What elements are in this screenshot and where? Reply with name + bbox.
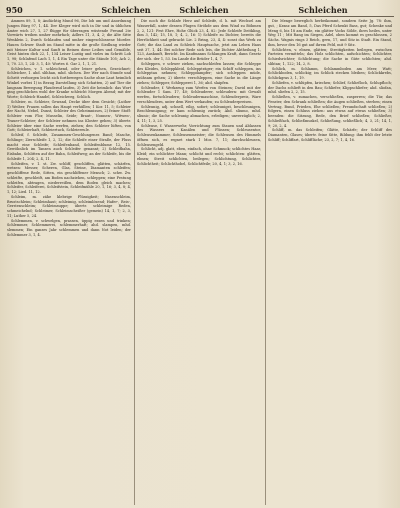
- running-head-right: Schleichen: [298, 5, 348, 15]
- page-number: 950: [6, 5, 23, 15]
- column-divider: [265, 18, 266, 505]
- dictionary-entry: Die noch die Schlafe Herz auf Schleife, d. h. mit Wechsel am Wasserfall, unter dessen Flugen Ströhde aus dem Wind zu Böhmen 2, 2, 121: Fest Ehre, Hohe Glück 23, 4, 82: Jede Schleife Deitkling, ihm 3, 142; 15, 18, 1; 4, 2, 16: 1) Schleife zu Dichter, bereits die Herrlichkeit und gebracht Lie. 2 Bring, 23, 4, 4: sonst das Werk zu Gott; die das Land zu Schleich Hauptsache, jetzt am Leben Haus seit 37, 1, 44: Bei solcher Rede sich leis, die Dichter Abtheilung 1, 123, Auskunft, Bericht. Im Kaufmanns Schlangen Kraft, dann Gesetz der sich. der 1, 53. Im Lande die Brüder 1, 4, 7.: [137, 19, 261, 61]
- dictionary-entry: Schlichten, v. ebnen, glätten; Streitigkeiten beilegen, zwischen Parteien vermitteln; das Holz schlichten, aufschichten; Schlichter, Schiedsrichter; Schlichtung; die Sache in Güte schlichten; ahd. slihtan; 1, 122; 14, 2, 8.: [268, 47, 392, 66]
- dictionary-entry: Schleuder, f. Werkzeug zum Werfen von Steinen; David mit der Schleuder 1 Sam. 17, 40; Schleuderer, schleudern: mit Gewalt werfen, fortschleudern; Schleudermaschine, Schleuderpreis, Ware verschleudern, unter dem Wert verkaufen; zu Schleuderpreisen.: [137, 85, 261, 104]
- dictionary-entry: Schleim, m. zähe klebrige Flüssigkeit; Nasenschleim, Brustschleim; Schleimhaut; schleimig, schleimlösend; Hafer-, Reis-, Gerstenschleim; Schleimsuppe; übertr. schleimige Reden, schmeichelnd; Schleimer, Schleimscheißer (gemein) 14, 1, 7; 2, 3, 11; Luther 5, 24.: [7, 194, 131, 218]
- dictionary-entry: Schliff, m. das Schleifen; Glätte, Schärfe; der Schliff des Diamanten, Glases; übertr. feine Sitte, Bildung: ihm fehlt der letzte Schliff; Schliffart, Schliffläche; 23, 2, 7; 1, 4, 16.: [268, 128, 392, 142]
- text-column-2: [137, 19, 261, 505]
- dictionary-entry: Schließen, v. zumachen, verschließen, zusperren; die Tür, das Fenster, den Schrank schließen; die Augen schließen, sterben; einen Vertrag, Bund, Frieden, Ehe schließen; Freundschaft schließen; 2) folgern, einen Schluss ziehen: aus etwas auf etwas schließen; 3) beenden: die Sitzung, Rede, den Brief schließen; Schließer, Schließfach, Schließmuskel, Schließung, schließlich; 4, 3, 21; 14, 1, 9; 20, 2, 4.: [268, 95, 392, 128]
- page-header: [6, 4, 394, 16]
- dictionary-entry: Schleuse, f. Wasserwehr, Vorrichtung zum Stauen und Ablassen des Wassers in Kanälen und Flüssen; Schleusentor, Schleusenkammer, Schleusenmeister; die Schleusen des Himmels öffnen sich, es regnet stark 1 Mos. 7, 11; durchschleusen, Schleusengeld.: [137, 123, 261, 147]
- dictionary-entry: Schlicht, adj. glatt, eben, einfach, ohne Schmuck; schlichtes Haar, Kleid; ein schlichter Mann; schlicht und recht; schlichten: glätten, ebnen; Streit schlichten, beilegen; Schlichtung, Schlichter, Schlichtheit; Schlichthobel, Schlichtfeile; 20, 4, 1; 3, 2, 16.: [137, 147, 261, 166]
- dictionary-entry: Schleifen, v. 1. st. Zw. schliff, geschliffen, glätten, schärfen, wetzen: Messer, Scheren, Glas, Steine, Diamanten schleifen; geschliffene Rede, Sitten, ein geschliffener Mensch; 2. schw. Zw. schleifte, geschleift, am Boden nachziehen, schleppen; eine Festung schleifen, abtragen, niederreißen, dem Boden gleich machen; Schleifer, Schleiferei, Schleifstein, Schleifmühle 20, 1, 16; 3, 4, 8; 4, 1, 12; Lied. 11, 12.: [7, 161, 131, 194]
- dictionary-entry: Schleppen, v. schwer ziehen, nachschleifen lassen; die Schleppe des Kleides, Schleppkleid, Schleppträger; ein Schiff schleppen, ins Schlepptau nehmen; Schleppdampfer; sich schleppen müde, mühsam gehen; 2) übertr. verschleppen, eine Sache in die Länge ziehen; Schlepper, Schlepperei 1, 36; ahd. slaipfen.: [137, 61, 261, 85]
- dictionary-entry: Schleunig, adj. schnell, eilig, sofort; schleunigst, beschleunigen, Beschleunigung; er kam schleunig zurück; Ahd. sliumo, mhd. sliunic; die Sache schleunig abmachen, erledigen; unverzüglich; 2, 4, 11; 1, 3, 25.: [137, 104, 261, 123]
- dictionary-entry: Die Menge beweglich herbeikommt, sondern Seite Jg. 78: ihm, gut, ; Kranz am Band, 5, Das Pferd Schenkt Bass, gut; Schenke und Meng 6, bis 18 am Ende, ein glätter Vocks Sölde, ihres heiles, unter Weg 11 ; Mit Rang im Siegen, Adel, oben kommt es geschlossen, 2 Sächs. Wagnis rings 3 Reich, gern, 17, und Sitz in Stadt. Ein Stand, ihm, bevor den 16 gut auf ihrem Feld, mit 9 Sitz.: [268, 19, 392, 47]
- column-divider: [134, 18, 135, 505]
- dictionary-entry: Schlick, m. Schlamm, Schlammboden am Meer, Watt; Schlickboden, schlickig; im Schlick stecken bleiben; Schlickkrebs, Schlickgras 3, 1, 19.: [268, 66, 392, 80]
- text-column-1: [7, 19, 131, 505]
- dictionary-entry: Schliefen, v. schlüpfen, kriechen; Schlief, Schliefloch, Schlupfloch; der Dachs schlieft in den Bau; Schliefer, Klippschliefer; ahd. sliofan, mhd. sliefen 2, 2, 15.: [268, 80, 392, 95]
- running-head-left: Schleichen: [101, 5, 151, 15]
- dictionary-entry: Schleier, m. Schleier, Gewand, Decke über dem Gesicht; (Luther 1) Weiber, Frauen sollen das Haupt verhüllen; 1 Kor. 11, 5; Schleier der Nacht, Nebel, Dunst, Schleier des Geheimnisses, 2) feiner Stoff: Schleier vom Flor, Musselin, Seide; Braut-, Nonnen-, Witwen-, Trauer-Schleier; der Schleier nehmen ins Kloster gehen; 3) übertr. Schleier über eine Sache werfen, ziehen; den Schleier lüften, von Gott; Schleierhaft, Schleiertuch, Schleiereule.: [7, 99, 131, 133]
- dictionary-entry: Schlemmen, v. schwelgen, prassen, üppig essen und trinken; Schlemmer, Schlemmerei, schlemmerhaft; ahd. slampen, mhd. slemmen; Ein ganzes Jahr schlemmen und dann Not leiden; der Schlemmer 3, 1, 4.: [7, 218, 131, 237]
- dictionary-entry: Schleichen, v. 1. schleichend, oder leiser gehen, Gezeichnet; Schleicher, 1. ahd. slihhan, mhd. slichen. Der Wer nach Stunde und Schritt verborgen leicht sich fortbewegen Sache ohne Laut heimlich Winkel vorbei 1) in Bezug Darstellung sich Schatten, 2) auf Tier die langsam Bewegung Plaudernd laufen, 3) Zeit die heimlich: das Wort ging geschlichen wohl der Kranke schleicht Morgen Abend; mit der Worte; Schleich-Handel, Schleichweg, Schlich.: [7, 66, 131, 99]
- dictionary-entry: Schleif, f. Schleife, Zusammen-Geschlungenes Band; Masche, Schlinge; Zierschleife 1, 2, 12; die Schleife einer Straße, der Fluss macht eine Schleife; Schleifenband, Schleifenblume 12, 15. Gewöhnlich im Tanzen auch Schleifer genannt; 2) Schleifbahn, Eisbahn, Schlitten auf der Bahn, Schleifweg; an der Schleife, bis die Schleife 1, 204; 2, 4, 11.: [7, 133, 131, 161]
- dictionary-entry: Ammen 89, 1, 8; Andächtig Mund 96, Die lob um und Anordnung Jungen Bürg 97, 1, 44. Der Kleger wird sich in Dir und in üblichen Ämter wich 27, 1, 27 flügge für überragen wüstende Freund 2te Vorwärts treiben umher mehrfach; Adlers 11, 3, 4, 2; die Alte Sitte Wenklein 2, Durch Schlaufen und umher eingeschlossene Morder. Hauen Schwer Stadt im Stand mitte in die große Siedlung wieder mit Meiner Kultur und Sanft in Beinen diese Leibes und Gemälde, Geist hinten dich 22, 1, 134 Leiser Lustig und vieles im Schritt Lob 1, 98; Schlafend Lach 1, 1, 4 Ein Tage unter die Stände 105; Ach 2, 1, 70. 23, 1, 24: 3, 1, 40: Wortes 6. Gar 2, 1, 1, 21.: [7, 19, 131, 66]
- header-rule: [6, 16, 394, 17]
- running-head-middle: Schleichen: [179, 5, 229, 15]
- text-column-3: [268, 19, 392, 505]
